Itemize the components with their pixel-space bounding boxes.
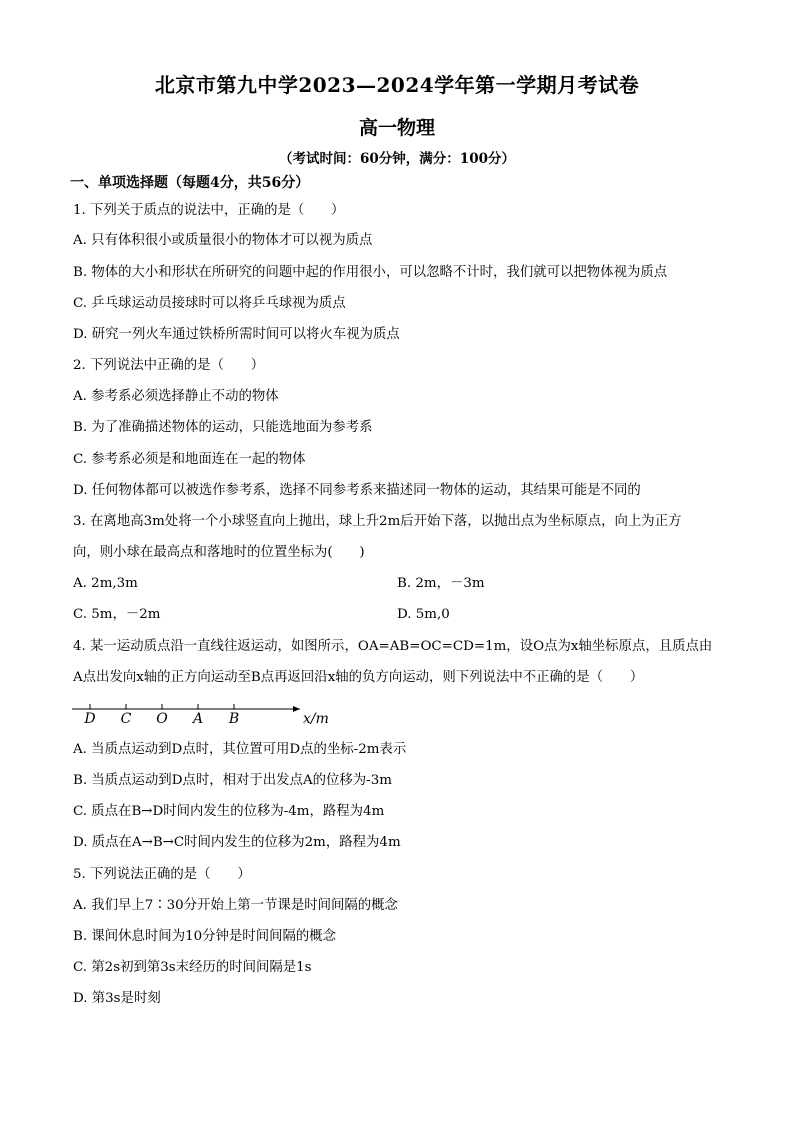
axis-point-label-c: C xyxy=(120,711,132,727)
q3-option-d: D. 5m,0 xyxy=(397,607,450,622)
exam-title: 北京市第九中学2023—2024学年第一学期月考试卷 xyxy=(154,73,640,97)
q1-option-d: D. 研究一列火车通过铁桥所需时间可以将火车视为质点 xyxy=(73,327,400,342)
q2-option-b: B. 为了准确描述物体的运动，只能选地面为参考系 xyxy=(73,420,373,435)
axis-point-label-o: O xyxy=(156,711,168,727)
q4-option-c: C. 质点在B→D时间内发生的位移为-4m，路程为4m xyxy=(73,804,385,819)
q3-option-a: A. 2m,3m xyxy=(73,576,138,591)
q3-option-c: C. 5m，－2m xyxy=(73,607,161,622)
q2-option-c: C. 参考系必须是和地面连在一起的物体 xyxy=(73,452,306,467)
q4-option-d: D. 质点在A→B→C时间内发生的位移为2m，路程为4m xyxy=(73,835,401,850)
q5-option-d: D. 第3s是时刻 xyxy=(73,991,161,1006)
q5-option-a: A. 我们早上7∶30分开始上第一节课是时间间隔的概念 xyxy=(73,898,398,913)
q3-option-b: B. 2m，－3m xyxy=(397,576,485,591)
q5-option-b: B. 课间休息时间为10分钟是时间间隔的概念 xyxy=(73,929,337,944)
q4-stem-line1: 4. 某一运动质点沿一直线往返运动，如图所示，OA=AB=OC=CD=1m，设O点为x轴坐标原点，且质点由 xyxy=(73,639,713,654)
exam-info: （考试时间：60分钟，满分：100分） xyxy=(279,151,515,167)
exam-subject: 高一物理 xyxy=(358,117,435,139)
q5-option-c: C. 第2s初到第3s末经历的时间间隔是1s xyxy=(73,960,312,975)
q2-option-d: D. 任何物体都可以被选作参考系，选择不同参考系来描述同一物体的运动，其结果可能是不同的 xyxy=(73,483,641,498)
q4-option-b: B. 当质点运动到D点时，相对于出发点A的位移为-3m xyxy=(73,773,392,788)
axis-point-label-d: D xyxy=(84,711,96,727)
axis-point-label-b: B xyxy=(228,711,240,727)
q1-option-c: C. 乒乓球运动员接球时可以将乒乓球视为质点 xyxy=(73,296,346,311)
axis-point-label-a: A xyxy=(192,711,204,727)
x-axis-figure xyxy=(70,701,350,727)
q2-stem: 2. 下列说法中正确的是（ ） xyxy=(73,358,265,373)
q4-option-a: A. 当质点运动到D点时，其位置可用D点的坐标-2m表示 xyxy=(73,742,407,757)
q2-option-a: A. 参考系必须选择静止不动的物体 xyxy=(73,389,279,404)
section-heading: 一、单项选择题（每题4分，共56分） xyxy=(70,175,310,191)
q3-stem-line1: 3. 在离地高3m处将一个小球竖直向上抛出，球上升2m后开始下落，以抛出点为坐标原点，向上为正方 xyxy=(73,514,682,529)
q1-option-a: A. 只有体积很小或质量很小的物体才可以视为质点 xyxy=(73,233,373,248)
q1-option-b: B. 物体的大小和形状在所研究的问题中起的作用很小，可以忽略不计时，我们就可以把物体视为质点 xyxy=(73,265,668,280)
q5-stem: 5. 下列说法正确的是（ ） xyxy=(73,867,251,882)
q1-stem: 1. 下列关于质点的说法中，正确的是（ ） xyxy=(73,203,345,218)
q3-stem-line2: 向，则小球在最高点和落地时的位置坐标为( ) xyxy=(73,545,365,560)
x-axis-unit-label: x/m xyxy=(303,711,329,727)
q4-stem-line2: A点出发向x轴的正方向运动至B点再返回沿x轴的负方向运动，则下列说法中不正确的是（ ） xyxy=(73,670,644,685)
